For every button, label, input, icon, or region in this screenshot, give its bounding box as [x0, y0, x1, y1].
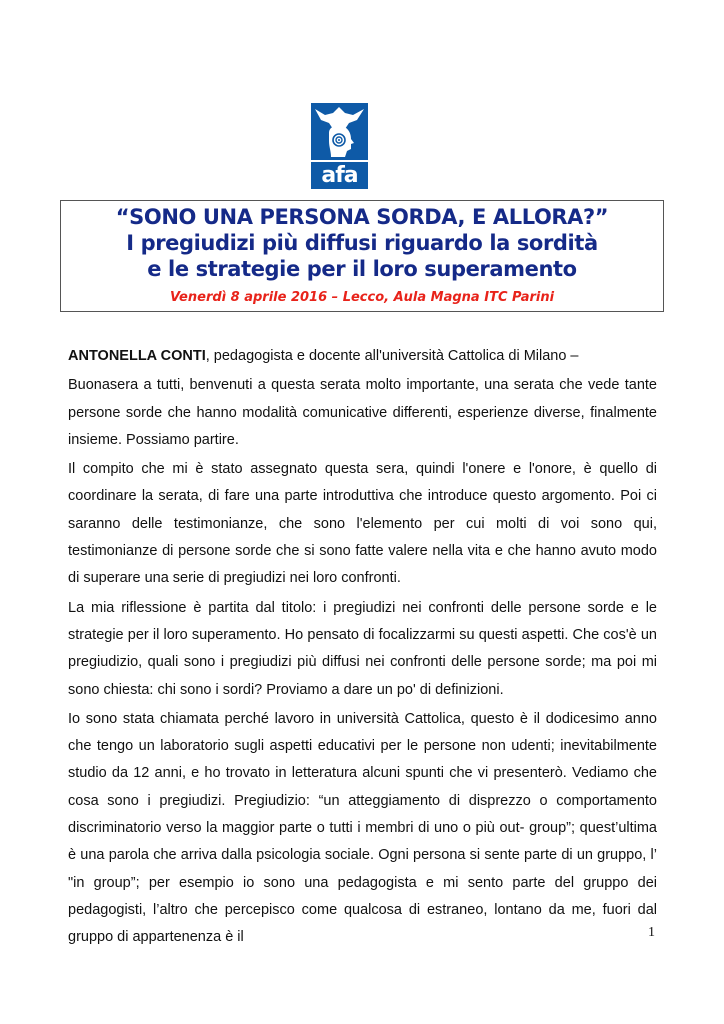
title-line-2: I pregiudizi più diffusi riguardo la sordità: [126, 231, 598, 255]
speaker-line: [68, 343, 657, 370]
afa-logo: [311, 103, 368, 189]
title-box: [60, 200, 664, 312]
speaker-name: ANTONELLA CONTI: [68, 348, 206, 364]
page-number: 1: [648, 925, 655, 940]
paragraph: Io sono stata chiamata perché lavoro in università Cattolica, questo è il dodicesimo anno che tengo un laboratorio sugli aspetti educativi per le persone non udenti; inevitabilmente studio da 12 anni, e ho trovato in letteratura alcuni spunti che vi presenterò. Vediamo che cosa sono i pregiudizi. Pregiudizio: “un atteggiamento di disprezzo o comportamento discriminatorio verso la maggior parte o tutti i membri di uno o più out- group”; quest’ultima è una parola che arriva dalla psicologia sociale. Ogni persona si sente parte di un gruppo, l’ "in group”; per esempio io sono una pedagogista e mi sento parte del gruppo dei pedagogisti, l’altro che percepisco come qualcosa di estraneo, lontano da me, fuori dal gruppo di appartenenza è il: [68, 710, 657, 946]
title-line-3: e le strategie per il loro superamento: [147, 257, 577, 281]
speaker-role: , pedagogista e docente all'università Cattolica di Milano –: [205, 348, 579, 364]
paragraph: La mia riflessione è partita dal titolo: i pregiudizi nei confronti delle persone sorde e le strategie per il loro superamento. Ho pensato di focalizzarmi su questi aspetti. Che cos'è un pregiudizio, quali sono i pregiudizi più diffusi nei confronti delle persone sorde; ma poi mi sono chiesta: chi sono i sordi? Proviamo a dare un po' di definizioni.: [68, 599, 657, 698]
logo-wordmark: [311, 162, 368, 189]
body-text: [68, 343, 657, 954]
title-line-1: “SONO UNA PERSONA SORDA, E ALLORA?”: [115, 205, 609, 229]
bird-head-icon: [311, 103, 368, 160]
logo-text: afa: [321, 162, 358, 188]
paragraph: Buonasera a tutti, benvenuti a questa serata molto importante, una serata che vede tante persone sorde che hanno modalità comunicative differenti, esperienze diverse, finalmente insieme. Possiamo partire.: [68, 377, 657, 448]
paragraph: Il compito che mi è stato assegnato questa sera, quindi l'onere e l'onore, è quello di coordinare la serata, di fare una parte introduttiva che introduce questo argomento. Poi ci saranno delle testimonianze, che sono l'elemento per cui molti di voi sono qui, testimonianze di persone sorde che si sono fatte valere nella vita e che hanno avuto modo di superare una serie di pregiudizi nei loro confronti.: [68, 461, 657, 587]
logo-emblem: [311, 103, 368, 160]
event-subtitle: Venerdì 8 aprile 2016 – Lecco, Aula Magna ITC Parini: [169, 290, 555, 305]
